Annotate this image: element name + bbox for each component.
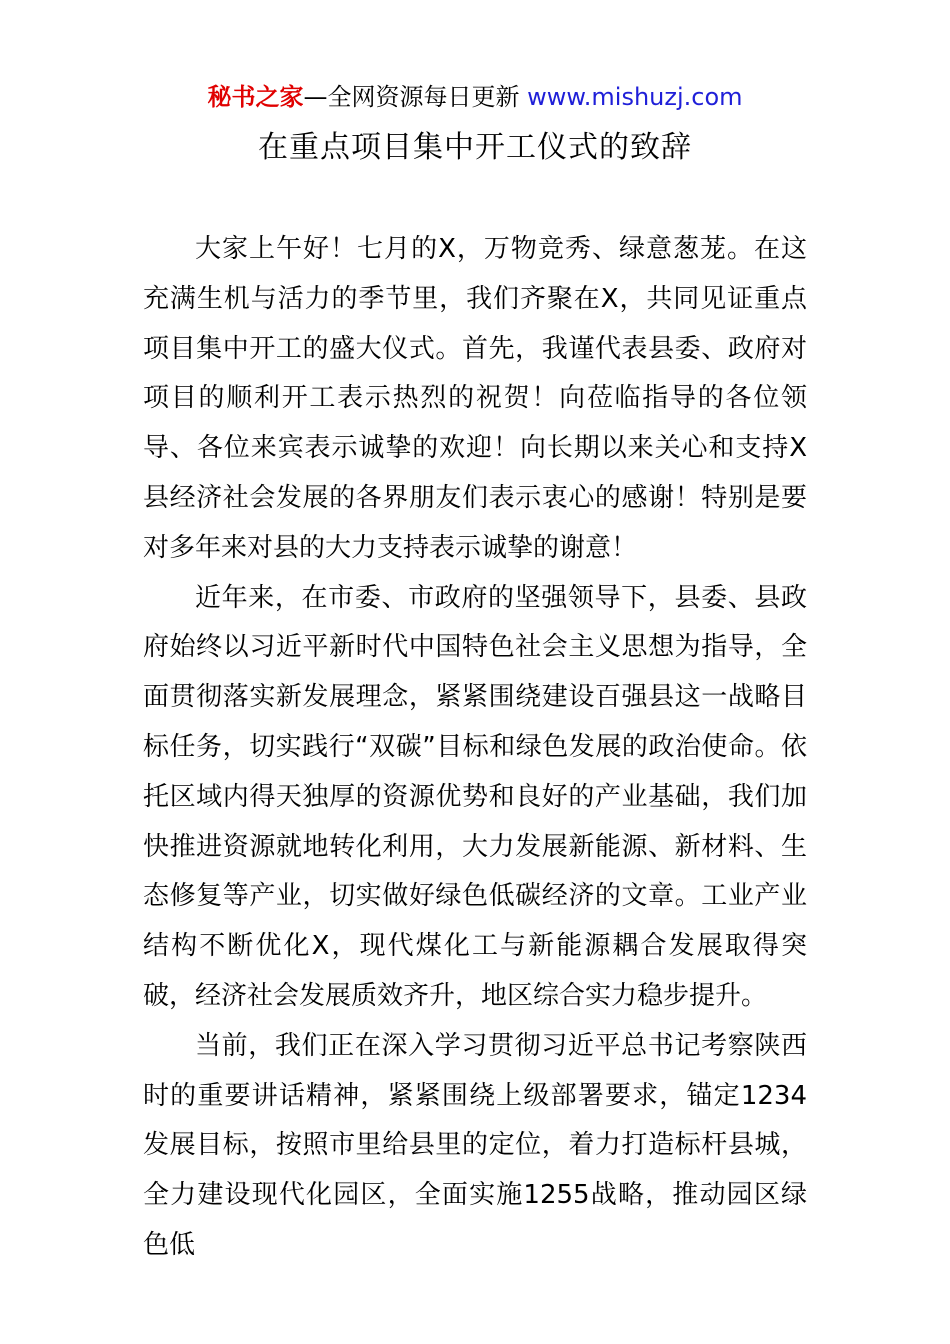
document-body (143, 225, 807, 1271)
paragraph-2: 近年来，在市委、市政府的坚强领导下，县委、县政府始终以习近平新时代中国特色社会主义思想为指导，全面贯彻落实新发展理念，紧紧围绕建设百强县这一战略目标任务，切实践行“双碳”目标和绿色发展的政治使命。依托区域内得天独厚的资源优势和良好的产业基础，我们加快推进资源就地转化利用，大力发展新能源、新材料、生态修复等产业，切实做好绿色低碳经济的文章。工业产业结构不断优化X，现代煤化工与新能源耦合发展取得突破，经济社会发展质效齐升，地区综合实力稳步提升。 (143, 582, 807, 1011)
site-header (0, 80, 950, 114)
site-tagline: —全网资源每日更新 (303, 83, 528, 111)
paragraph-1: 大家上午好！七月的X，万物竞秀、绿意葱茏。在这充满生机与活力的季节里，我们齐聚在X，共同见证重点项目集中开工的盛大仪式。首先，我谨代表县委、政府对项目的顺利开工表示热烈的祝贺！向莅临指导的各位领导、各位来宾表示诚挚的欢迎！向长期以来关心和支持X县经济社会发展的各界朋友们表示衷心的感谢！特别是要对多年来对县的大力支持表示诚挚的谢意！ (143, 234, 807, 563)
document-title: 在重点项目集中开工仪式的致辞 (258, 130, 692, 165)
site-url-link[interactable]: www.mishuzj.com (527, 83, 743, 111)
paragraph-3: 当前，我们正在深入学习贯彻习近平总书记考察陕西时的重要讲话精神，紧紧围绕上级部署要求，锚定1234发展目标，按照市里给县里的定位，着力打造标杆县城，全力建设现代化园区，全面实施1255战略，推动园区绿色低 (143, 1030, 807, 1260)
brand-name: 秘书之家 (207, 83, 304, 111)
